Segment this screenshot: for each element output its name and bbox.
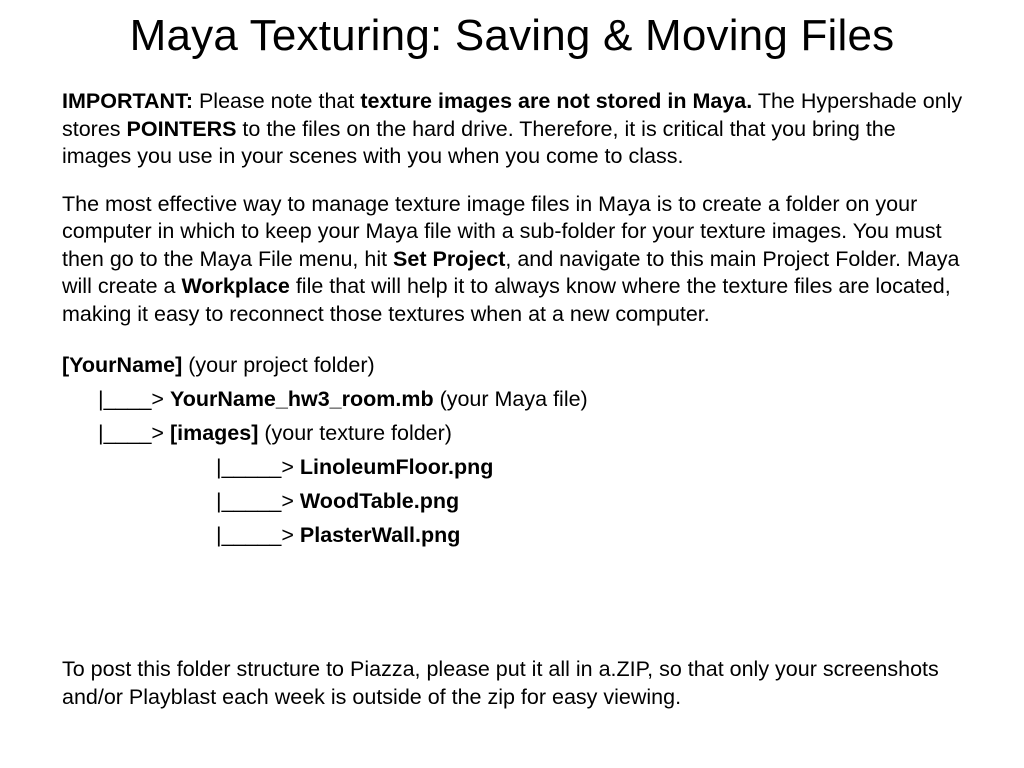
tree-texture-name: WoodTable.png: [299, 489, 460, 513]
slide-body: [62, 88, 964, 552]
zip-instructions-paragraph: To post this folder structure to Piazza, please put it all in a.ZIP, so that only your screenshots and/or Playblast each week is outside of the zip for easy viewing.: [62, 657, 939, 709]
para2-text-2: , and navigate to this main Project Folder. Maya will create a: [62, 246, 960, 298]
tree-images-name: [images]: [169, 421, 259, 445]
para2-bold-1: Set Project: [393, 246, 506, 271]
tree-maya-desc: (your Maya file): [433, 387, 588, 411]
para2-bold-2: Workplace: [181, 274, 290, 298]
slide-title: Maya Texturing: Saving & Moving Files: [129, 11, 895, 60]
tree-root: [62, 348, 964, 382]
tree-maya-file: [62, 382, 964, 416]
tree-maya-filename: YourName_hw3_room.mb: [169, 387, 434, 411]
para1-bold-2: POINTERS: [126, 116, 237, 141]
important-label: IMPORTANT:: [62, 89, 193, 113]
tree-branch: |____>: [98, 421, 170, 445]
tree-root-name: [YourName]: [62, 353, 183, 377]
para1-bold-1: texture images are not stored in Maya.: [360, 89, 753, 113]
para2-text-3: file that will help it to always know where the texture files are located, making it easy to reconnect those textures when at a new computer.: [62, 274, 951, 326]
tree-texture-file: [62, 484, 964, 518]
tree-texture-name: PlasterWall.png: [299, 523, 461, 547]
project-paragraph: [62, 191, 964, 329]
tree-images-desc: (your texture folder): [258, 421, 452, 445]
tree-branch: |_____>: [216, 489, 300, 513]
tree-texture-file: [62, 450, 964, 484]
tree-branch: |_____>: [216, 523, 300, 547]
tree-texture-file: [62, 518, 964, 552]
important-paragraph: [62, 88, 964, 171]
para1-text-1: Please note that: [192, 89, 361, 113]
para1-text-2: The Hypershade only stores: [62, 89, 963, 141]
para1-text-3: to the files on the hard drive. Therefore, it is critical that you bring the images you use in your scenes with you when you come to class.: [62, 116, 896, 168]
tree-branch: |____>: [98, 387, 170, 411]
tree-root-desc: (your project folder): [182, 353, 375, 377]
para2-text-1: The most effective way to manage texture image files in Maya is to create a folder on your computer in which to keep your Maya file with a sub-folder for your texture images. You must then go to the Maya File menu, hit: [62, 191, 942, 271]
tree-branch: |_____>: [216, 455, 300, 479]
tree-texture-name: LinoleumFloor.png: [299, 455, 494, 479]
tree-images-folder: [62, 416, 964, 450]
folder-tree: [62, 348, 964, 552]
